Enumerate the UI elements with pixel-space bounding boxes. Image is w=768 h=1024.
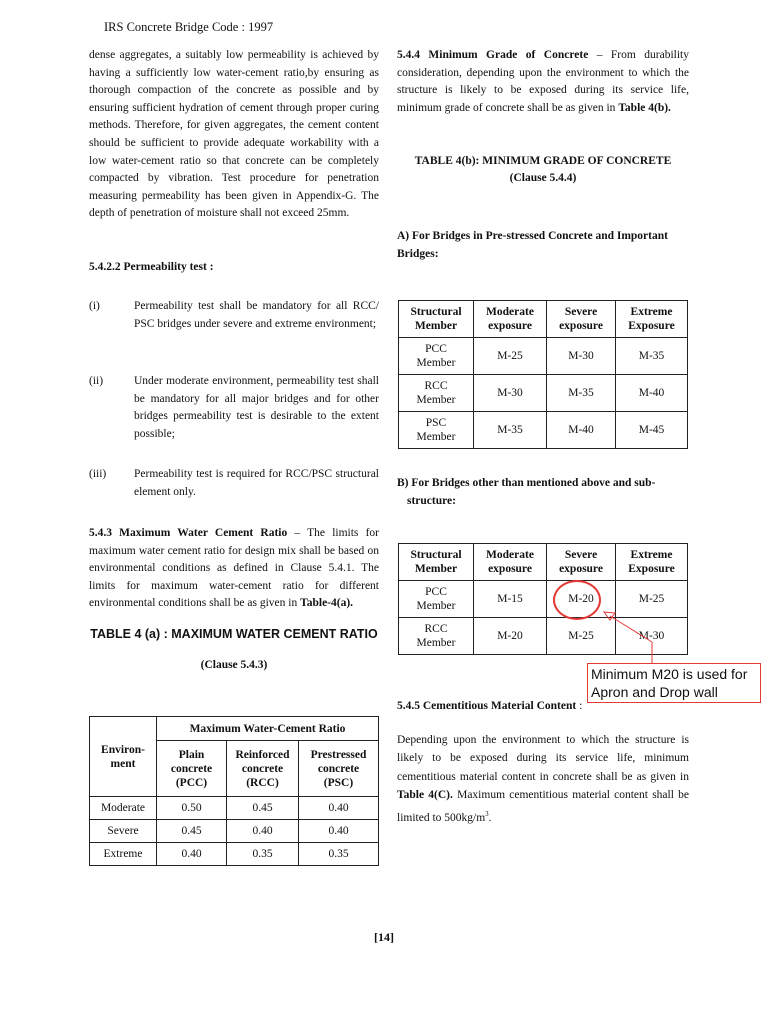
table-cell: 0.40	[157, 843, 227, 866]
table-cell: M-40	[616, 375, 688, 412]
table-row	[399, 412, 688, 449]
cementitious-period: .	[488, 811, 492, 824]
table-4b-a-header: Structural Member	[399, 301, 474, 338]
table-cell: 0.40	[227, 820, 299, 843]
table-cell: M-25	[474, 338, 547, 375]
table-4b-b-header: Severe exposure	[547, 544, 616, 581]
list-item-text: Permeability test is required for RCC/PSC structural element only.	[134, 468, 379, 498]
min-grade-text: – From durability consideration, depending upon the environment to which the structure is likely to be exposed during its service life, minimum grade of concrete shall be as given in	[397, 49, 689, 114]
list-item-text: Permeability test shall be mandatory for all RCC/ PSC bridges under severe and extreme environment;	[134, 300, 379, 330]
table-cell: M-30	[474, 375, 547, 412]
table-cell: 0.45	[157, 820, 227, 843]
table-row	[90, 797, 379, 820]
water-cement-paragraph	[89, 525, 379, 613]
table-cell: 0.40	[299, 820, 379, 843]
list-item-text: Under moderate environment, permeability test shall be mandatory for all major bridges and for other bridges permeability test is desirable to the extent possible;	[134, 375, 379, 440]
table-cell: 0.45	[227, 797, 299, 820]
table-cell: Extreme	[90, 843, 157, 866]
table-cell: Severe	[90, 820, 157, 843]
annotation-callout: Minimum M20 is used for Apron and Drop wall	[587, 663, 761, 703]
table-cell: 0.50	[157, 797, 227, 820]
running-header: IRS Concrete Bridge Code : 1997	[104, 20, 274, 34]
table-4a-group-header: Maximum Water-Cement Ratio	[157, 717, 379, 741]
cementitious-heading	[397, 698, 689, 716]
subsection-b-heading	[397, 475, 689, 510]
subsection-a-heading: A) For Bridges in Pre-stressed Concrete and Important Bridges:	[397, 230, 668, 260]
table-row	[90, 820, 379, 843]
table-4b-a-header: Moderate exposure	[474, 301, 547, 338]
table-4b-b-header: Structural Member	[399, 544, 474, 581]
permeability-heading	[89, 259, 379, 277]
table-4a-header-rcc: Reinforced concrete (RCC)	[227, 741, 299, 797]
list-item-number: (ii)	[89, 375, 104, 387]
table-cell: M-25	[547, 618, 616, 655]
table-4a-reference: Table-4(a).	[300, 597, 354, 610]
table-cell: RCC Member	[399, 618, 474, 655]
subsection-b-line2: structure:	[407, 494, 456, 507]
table-cell: M-25	[616, 581, 688, 618]
table-4b-a-header: Severe exposure	[547, 301, 616, 338]
table-4a-env-header: Environ- ment	[90, 717, 157, 797]
table-4b-b-header: Extreme Exposure	[616, 544, 688, 581]
table-cell: M-20	[474, 618, 547, 655]
cementitious-text-end: Maximum cementitious material content shall be limited to 500kg/m	[397, 789, 689, 824]
table-4a-title: TABLE 4 (a) : MAXIMUM WATER CEMENT RATIO	[90, 627, 378, 641]
table-4a-header-pcc: Plain concrete (PCC)	[157, 741, 227, 797]
table-cell: 0.35	[227, 843, 299, 866]
table-cell-highlighted: M-20	[547, 581, 616, 618]
table-4b-clause: (Clause 5.4.4)	[509, 172, 577, 184]
water-cement-heading: 5.4.3 Maximum Water Cement Ratio	[89, 527, 288, 539]
table-4c-reference: Table 4(C).	[397, 789, 453, 802]
table-cell: M-40	[547, 412, 616, 449]
table-cell: Moderate	[90, 797, 157, 820]
list-item-number: (iii)	[89, 468, 107, 480]
cubic-superscript: 3	[485, 809, 489, 818]
table-4b-a	[398, 300, 688, 449]
min-grade-heading: 5.4.4 Minimum Grade of Concrete	[397, 49, 589, 61]
table-4a	[89, 716, 379, 866]
table-row	[399, 375, 688, 412]
water-cement-text: – The limits for maximum water cement ratio for design mix shall be based on environmental conditions as defined in Clause 5.4.1. The limits for maximum water-cement ratio for different environmental conditions shall be as given in	[89, 527, 379, 610]
table-cell: M-15	[474, 581, 547, 618]
table-4b-reference: Table 4(b).	[618, 101, 671, 114]
min-grade-paragraph	[397, 47, 689, 117]
list-item-number: (i)	[89, 300, 100, 312]
table-cell: PCC Member	[399, 581, 474, 618]
table-cell: M-35	[547, 375, 616, 412]
table-row	[399, 338, 688, 375]
page-number: [14]	[374, 930, 394, 944]
intro-paragraph: dense aggregates, a suitably low permeability is achieved by having a sufficiently low water-cement ratio,by ensuring as thorough compaction of the concrete as possible and by ensuring sufficient hydration of cement through proper curing methods. Therefore, for given aggregates, the cement content should be sufficient to provide adequate workability with a low water-cement ratio so that concrete can be completely compacted by vibration. Test procedure for penetration measuring permeability has been given in Appendix-G. The depth of penetration of moisture shall not exceed 25mm.	[89, 49, 379, 220]
cementitious-heading-colon: :	[576, 700, 583, 712]
table-4a-header-psc: Prestressed concrete (PSC)	[299, 741, 379, 797]
table-cell: M-45	[616, 412, 688, 449]
table-row	[90, 843, 379, 866]
cementitious-heading-text: 5.4.5 Cementitious Material Content	[397, 700, 577, 712]
table-cell: PSC Member	[399, 412, 474, 449]
cementitious-text: Depending upon the environment to which the structure is likely to be exposed during its service life, minimum cementitious material content in concrete shall be as given in	[397, 734, 689, 783]
table-cell: 0.40	[299, 797, 379, 820]
subsection-b-line1: B) For Bridges other than mentioned above and sub-	[397, 477, 656, 489]
annotation-arrow-icon	[590, 600, 670, 670]
table-cell: 0.35	[299, 843, 379, 866]
table-cell: M-35	[474, 412, 547, 449]
table-cell: M-35	[616, 338, 688, 375]
table-cell: RCC Member	[399, 375, 474, 412]
permeability-heading-text: 5.4.2.2 Permeability test :	[89, 261, 214, 273]
table-4a-clause: (Clause 5.4.3)	[200, 659, 268, 671]
table-cell: PCC Member	[399, 338, 474, 375]
table-4b-a-header: Extreme Exposure	[616, 301, 688, 338]
cementitious-paragraph	[397, 731, 689, 827]
table-cell: M-30	[616, 618, 688, 655]
table-cell: M-30	[547, 338, 616, 375]
table-4b-title: TABLE 4(b): MINIMUM GRADE OF CONCRETE	[414, 155, 672, 167]
table-4b-b-header: Moderate exposure	[474, 544, 547, 581]
